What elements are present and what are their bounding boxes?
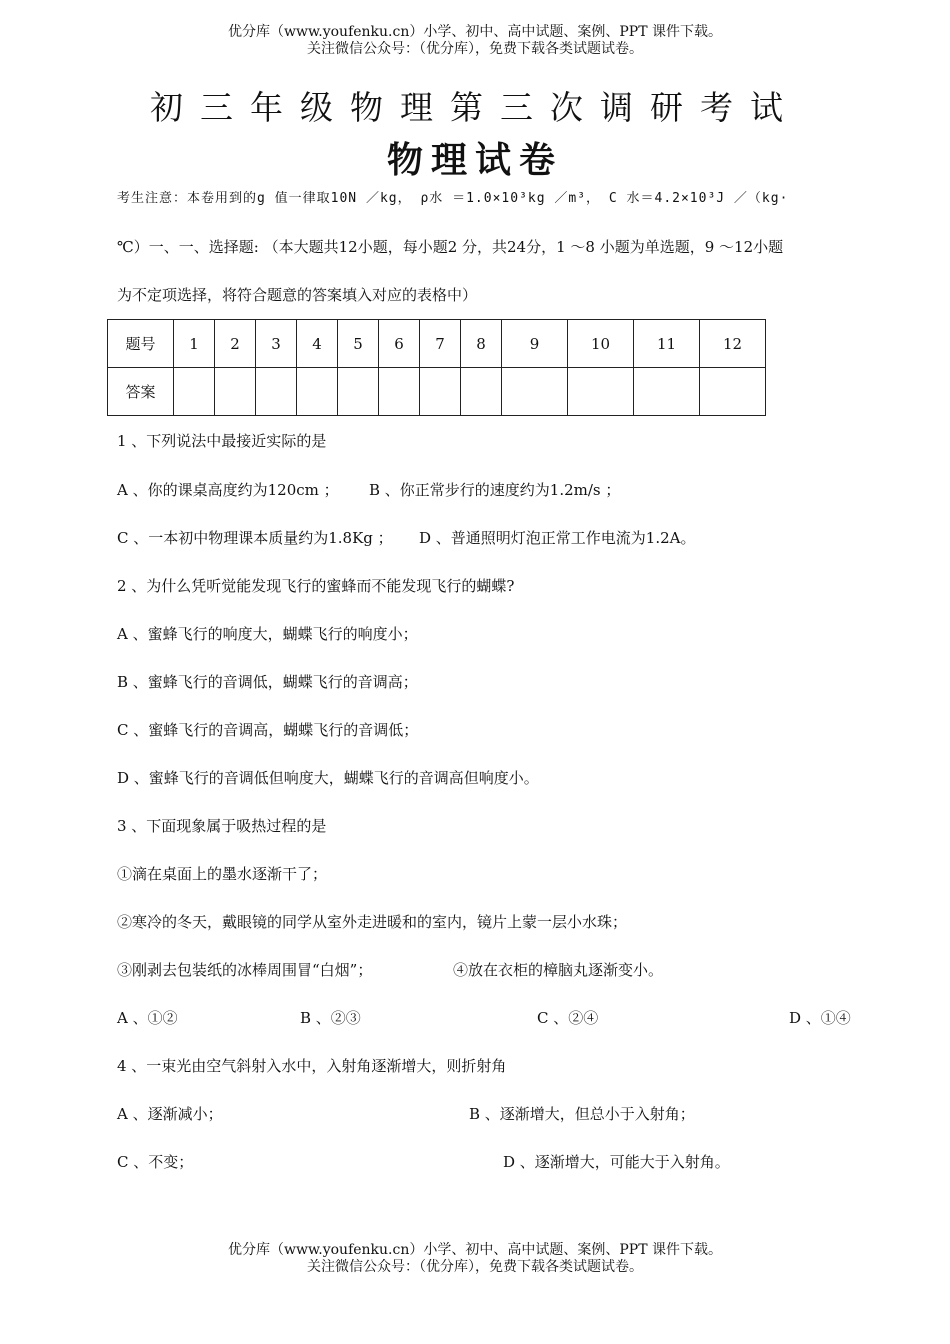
q2-option-a: A 、蜜蜂飞行的响度大，蝴蝶飞行的响度小； [117,625,418,643]
q4-option-a: A 、逐渐减小； [117,1105,223,1123]
q3-stem: 3 、下面现象属于吸热过程的是 [117,817,327,835]
q3-item-1: ①滴在桌面上的墨水逐渐干了； [117,865,328,883]
question-number-cell: 5 [338,320,379,368]
q3-item-4: ④放在衣柜的樟脑丸逐渐变小。 [453,961,664,979]
answer-cell[interactable] [297,368,338,416]
answer-cell[interactable] [338,368,379,416]
notice-text: 考生注意：本卷用到的g 值一律取10N ／kg， ρ水 ＝1.0×10³kg ／m³， C 水＝4.2×10³J ／（kg· [117,191,789,206]
question-number-cell: 4 [297,320,338,368]
q1-option-d: D 、普通照明灯泡正常工作电流为1.2A。 [419,529,696,547]
footer-line-2: 关注微信公众号：（优分库），免费下载各类试题试卷。 [307,1259,643,1275]
q1-option-b: B 、你正常步行的速度约为1.2m/s ； [369,481,621,499]
q3-option-c: C 、②④ [537,1009,599,1027]
question-number-cell: 10 [568,320,634,368]
table-row-numbers [108,320,766,368]
answer-table [107,319,766,416]
answer-cell[interactable] [174,368,215,416]
row-label-answer: 答案 [108,368,174,416]
page-footer [0,1242,950,1276]
answer-cell[interactable] [461,368,502,416]
question-number-cell: 8 [461,320,502,368]
q1-option-c: C 、一本初中物理课本质量约为1.8Kg ； [117,529,393,547]
q2-option-d: D 、蜜蜂飞行的音调低但响度大，蝴蝶飞行的音调高但响度小。 [117,769,539,787]
q1-stem: 1 、下列说法中最接近实际的是 [117,432,327,450]
q4-stem: 4 、一束光由空气斜射入水中，入射角逐渐增大，则折射角 [117,1057,507,1075]
header-line-1: 优分库（www.youfenku.cn）小学、初中、高中试题、案例、PPT 课件下载。 [227,24,722,40]
answer-cell[interactable] [215,368,256,416]
answer-cell[interactable] [420,368,461,416]
table-row-answers [108,368,766,416]
answer-cell[interactable] [379,368,420,416]
header-line-2: 关注微信公众号：（优分库），免费下载各类试题试卷。 [307,41,643,57]
q2-option-c: C 、蜜蜂飞行的音调高，蝴蝶飞行的音调低； [117,721,419,739]
q4-option-c: C 、不变； [117,1153,194,1171]
exam-subtitle: 物理试卷 [386,140,563,181]
question-number-cell: 2 [215,320,256,368]
q1-option-a: A 、你的课桌高度约为120cm ； [117,481,339,499]
page-header [0,24,950,58]
question-number-cell: 12 [700,320,766,368]
footer-line-1: 优分库（www.youfenku.cn）小学、初中、高中试题、案例、PPT 课件下载。 [227,1242,722,1258]
row-label-number: 题号 [108,320,174,368]
answer-cell[interactable] [502,368,568,416]
exam-title: 初三年级物理第三次调研考试 [150,88,800,127]
question-number-cell: 11 [634,320,700,368]
section-instructions-1: ℃）一、一、选择题: （本大题共12小题，每小题2 分，共24分，1 ～8 小题为单选题，9 ～12小题 [117,238,784,256]
q2-option-b: B 、蜜蜂飞行的音调低，蝴蝶飞行的音调高； [117,673,418,691]
section-instructions-2: 为不定项选择，将符合题意的答案填入对应的表格中） [117,286,478,304]
answer-cell[interactable] [256,368,297,416]
q3-item-3: ③刚剥去包装纸的冰棒周围冒“白烟”； [117,961,373,979]
question-number-cell: 3 [256,320,297,368]
question-number-cell: 9 [502,320,568,368]
question-number-cell: 7 [420,320,461,368]
q3-item-2: ②寒冷的冬天，戴眼镜的同学从室外走进暖和的室内，镜片上蒙一层小水珠； [117,913,628,931]
answer-cell[interactable] [568,368,634,416]
q4-option-b: B 、逐渐增大，但总小于入射角； [469,1105,695,1123]
answer-cell[interactable] [700,368,766,416]
answer-cell[interactable] [634,368,700,416]
q2-stem: 2 、为什么凭听觉能发现飞行的蜜蜂而不能发现飞行的蝴蝶? [117,577,515,595]
question-number-cell: 1 [174,320,215,368]
q4-option-d: D 、逐渐增大，可能大于入射角。 [503,1153,730,1171]
q3-option-b: B 、②③ [300,1009,361,1027]
q3-option-a: A 、①② [117,1009,178,1027]
q3-option-d: D 、①④ [789,1009,851,1027]
question-number-cell: 6 [379,320,420,368]
